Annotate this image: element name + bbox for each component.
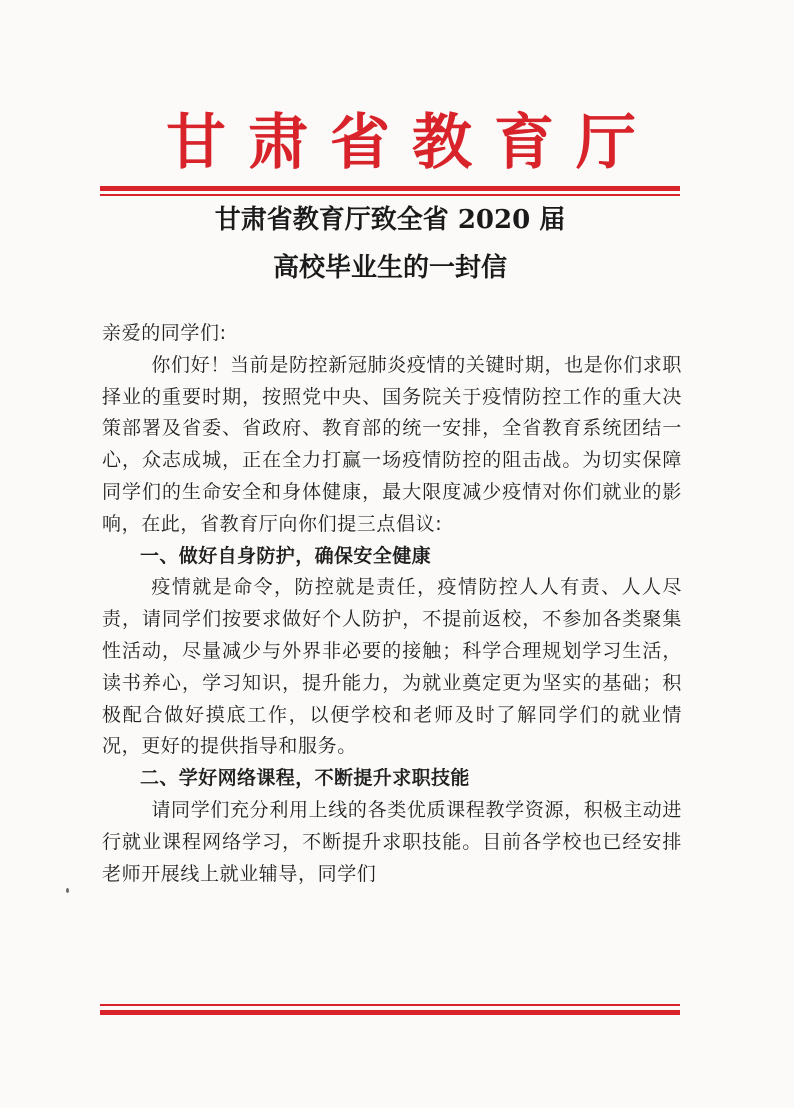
section-2-paragraph: 请同学们充分利用上线的各类优质课程教学资源，积极主动进行就业课程网络学习，不断提升求职技能。目前各学校也已经安排老师开展线上就业辅导，同学们 [102, 798, 682, 885]
footer-red-rule-thick [100, 1010, 680, 1015]
section-1-heading: 一、做好自身防护，确保安全健康 [140, 544, 432, 567]
letter-title-line-1: 甘肃省教育厅致全省 2020 届 [214, 205, 566, 235]
letter-title-line-2: 高校毕业生的一封信 [272, 253, 507, 283]
letterhead-org-name: 甘肃省教育厅 [166, 108, 658, 178]
footer-red-rule-thin [100, 1004, 680, 1006]
section-2-heading: 二、学好网络课程，不断提升求职技能 [140, 767, 470, 790]
intro-paragraph: 你们好！当前是防控新冠肺炎疫情的关键时期，也是你们求职择业的重要时期，按照党中央、国务院关于疫情防控工作的重大决策部署及省委、省政府、教育部的统一安排，全省教育系统团结一心，众志成城，正在全力打赢一场疫情防控的阻击战。为切实保障同学们的生命安全和身体健康，最大限度减少疫情对你们就业的影响，在此，省教育厅向你们提三点倡议: [102, 353, 682, 535]
section-1-paragraph: 疫情就是命令，防控就是责任，疫情防控人人有责、人人尽责，请同学们按要求做好个人防护，不提前返校，不参加各类聚集性活动，尽量减少与外界非必要的接触；科学合理规划学习生活，读书养心，学习知识，提升能力，为就业奠定更为坚实的基础；积极配合做好摸底工作，以便学校和老师及时了解同学们的就业情况，更好的提供指导和服务。 [102, 576, 682, 758]
salutation: 亲爱的同学们: [102, 322, 227, 344]
scan-speck [66, 888, 69, 893]
letter-body [102, 318, 682, 890]
header-red-rule-thin [100, 194, 680, 196]
header-red-rule-thick [100, 186, 680, 191]
